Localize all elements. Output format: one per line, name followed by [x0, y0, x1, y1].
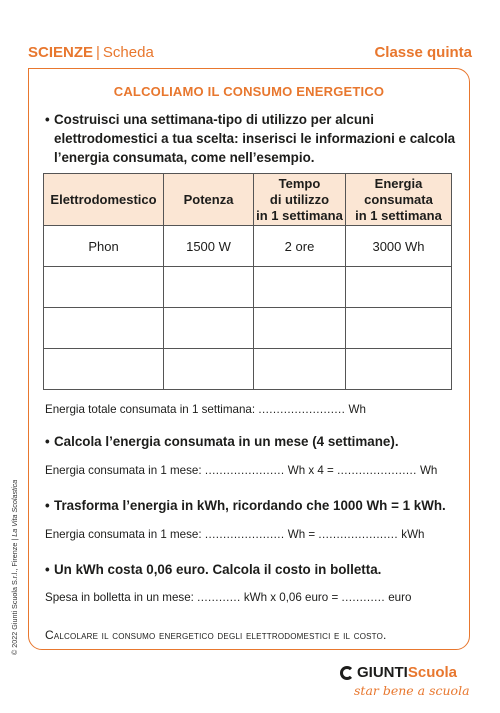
copyright-magazine: La Vita Scolastica — [10, 479, 19, 537]
table-cell[interactable] — [254, 349, 346, 390]
learning-objective: Calcolare il consumo energetico degli elettrodomestici e il costo. — [45, 628, 387, 642]
copyright-notice — [10, 480, 19, 655]
logo-giunti: GIUNTI — [357, 664, 408, 681]
giunti-g-icon — [340, 666, 354, 680]
table-cell[interactable] — [164, 349, 254, 390]
total-week-unit: Wh — [348, 403, 366, 416]
page-title: CALCOLIAMO IL CONSUMO ENERGETICO — [113, 84, 385, 99]
month-kwh-unit: kWh — [401, 528, 425, 541]
task1-line2: elettrodomestici a tua scelta: inserisci le informazioni e calcola — [54, 131, 456, 146]
table-cell[interactable] — [346, 308, 452, 349]
total-week-label: Energia totale consumata in 1 settimana: — [45, 403, 256, 416]
col-header-time: Tempo di utilizzo in 1 settimana — [254, 174, 346, 226]
bullet-icon: • — [45, 562, 50, 577]
table-cell[interactable] — [164, 267, 254, 308]
logo-scuola: Scuola — [407, 664, 458, 681]
month-kwh-line — [45, 528, 424, 541]
bullet-icon: • — [45, 112, 50, 127]
month-kwh-operator: Wh = — [287, 528, 316, 541]
header-subject — [28, 44, 154, 61]
month-wh-operator: Wh x 4 = — [287, 464, 334, 477]
month-wh-blank-2[interactable]: ...................... — [337, 464, 417, 477]
month-wh-unit: Wh — [419, 464, 438, 477]
logo-tagline: star bene a scuola — [354, 683, 470, 698]
task-instructions-4 — [45, 560, 381, 579]
task1-line3: l’energia consumata, come nell’esempio. — [54, 150, 315, 165]
grade-label: Classe quinta — [374, 44, 472, 61]
task2-text: Calcola l’energia consumata in un mese (4 settimane). — [54, 434, 399, 449]
bill-blank-2[interactable]: ............ — [341, 591, 385, 604]
energy-table — [43, 173, 452, 390]
bill-blank-1[interactable]: ............ — [197, 591, 241, 604]
total-week-line — [45, 403, 366, 416]
table-cell[interactable] — [254, 308, 346, 349]
table-header-row — [44, 174, 452, 226]
table-cell[interactable] — [44, 349, 164, 390]
table-cell: 3000 Wh — [346, 226, 452, 267]
bill-operator: kWh x 0,06 euro = — [243, 591, 339, 604]
month-kwh-blank-2[interactable]: ...................... — [318, 528, 399, 541]
month-kwh-label: Energia consumata in 1 mese: — [45, 528, 202, 541]
task3-text: Trasforma l’energia in kWh, ricordando che 1000 Wh = 1 kWh. — [54, 498, 446, 513]
table-cell: Phon — [44, 226, 164, 267]
table-cell[interactable] — [254, 267, 346, 308]
task-instructions-3 — [45, 496, 446, 515]
table-row[interactable] — [44, 349, 452, 390]
bullet-icon: • — [45, 498, 50, 513]
table-cell[interactable] — [346, 267, 452, 308]
table-cell[interactable] — [164, 308, 254, 349]
copyright-text: © 2022 Giunti Scuola S.r.l., Firenze | — [10, 538, 19, 655]
header-separator: | — [96, 44, 100, 61]
month-wh-line — [45, 464, 437, 477]
col-header-appliance: Elettrodomestico — [44, 174, 164, 226]
table-cell[interactable] — [44, 308, 164, 349]
sheet-type-label: Scheda — [102, 44, 154, 61]
month-wh-blank-1[interactable]: ...................... — [204, 464, 285, 477]
col-header-power: Potenza — [164, 174, 254, 226]
task-instructions-2 — [45, 432, 399, 451]
col-header-energy: Energia consumata in 1 settimana — [346, 174, 452, 226]
bill-label: Spesa in bolletta in un mese: — [45, 591, 194, 604]
task4-text: Un kWh costa 0,06 euro. Calcola il costo in bolletta. — [54, 562, 382, 577]
task1-line1: Costruisci una settimana-tipo di utilizzo per alcuni — [54, 112, 374, 127]
task-instructions-1 — [45, 110, 465, 167]
table-cell: 2 ore — [254, 226, 346, 267]
total-week-blank[interactable]: ........................ — [258, 403, 346, 416]
table-cell: 1500 W — [164, 226, 254, 267]
table-row[interactable] — [44, 308, 452, 349]
publisher-logo — [340, 664, 470, 704]
month-kwh-blank-1[interactable]: ...................... — [204, 528, 285, 541]
table-row[interactable] — [44, 267, 452, 308]
month-wh-label: Energia consumata in 1 mese: — [45, 464, 202, 477]
table-cell[interactable] — [44, 267, 164, 308]
bill-line — [45, 591, 411, 604]
table-row — [44, 226, 452, 267]
bill-unit: euro — [388, 591, 412, 604]
table-cell[interactable] — [346, 349, 452, 390]
subject-label: SCIENZE — [28, 44, 94, 61]
bullet-icon: • — [45, 434, 50, 449]
